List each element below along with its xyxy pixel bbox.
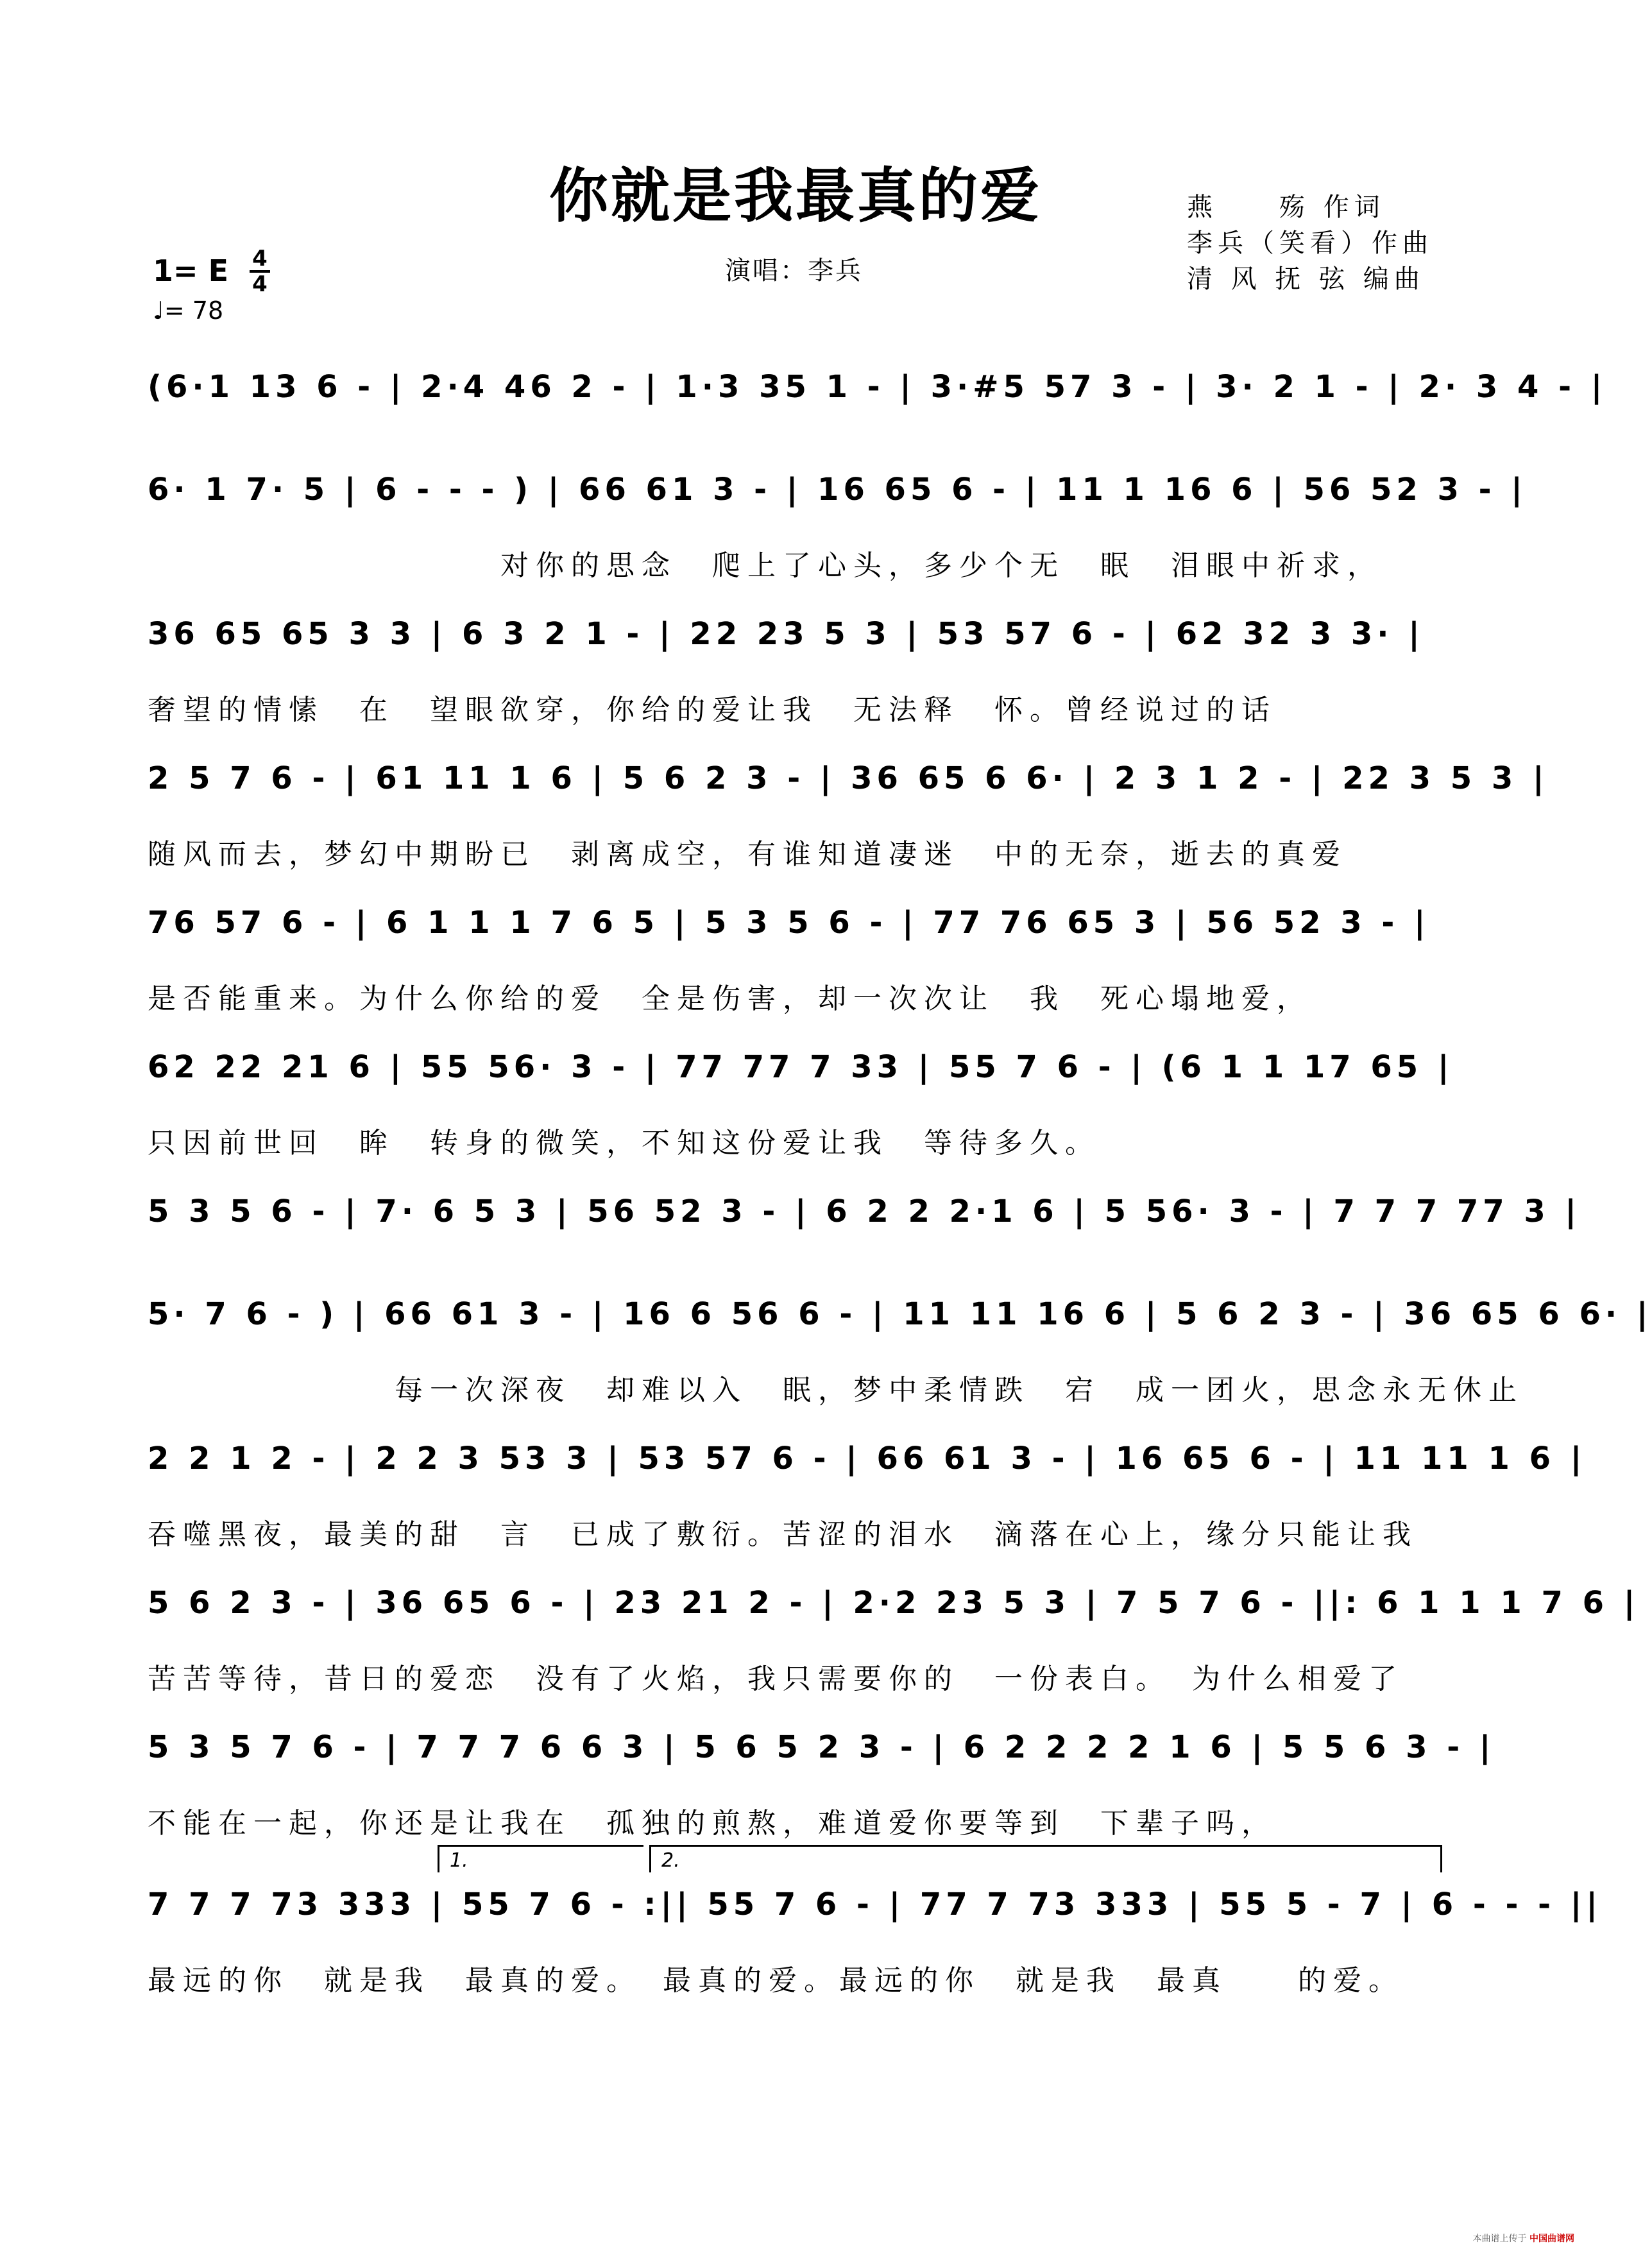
time-signature xyxy=(247,247,273,296)
notation-line: 62 22 21 6 | 55 56· 3 - | 77 77 7 33 | 55 7 6 - | (6 1 1 17 65 | xyxy=(148,1049,1454,1085)
key-signature: 1= E xyxy=(153,253,228,288)
lyrics-line: 最远的你 就是我 最真的爱。 最真的爱。最远的你 就是我 最真 的爱。 xyxy=(148,1964,1404,1997)
score-system-9 xyxy=(148,1441,1587,1551)
notation-line: 6· 1 7· 5 | 6 - - - ) | 66 61 3 - | 16 65 6 - | 11 1 16 6 | 56 52 3 - | xyxy=(148,472,1527,508)
score-system-5 xyxy=(148,905,1456,1014)
watermark-brand: 中国曲谱网 xyxy=(1529,2234,1574,2244)
tempo-marking: ♩= 78 xyxy=(153,296,224,325)
score-system-10 xyxy=(148,1585,1640,1695)
watermark-text: 本曲谱上传于 xyxy=(1472,2234,1527,2244)
lyrics-line: 每一次深夜 却难以入 眠，梦中柔情跌 宕 成一团火，思念永无休止 xyxy=(148,1374,1524,1407)
score-system-2 xyxy=(148,472,1527,582)
lyrics-line: 苦苦等待，昔日的爱恋 没有了火焰，我只需要你的 一份表白。 为什么相爱了 xyxy=(148,1663,1404,1695)
lyrics-line: 对你的思念 爬上了心头，多少个无 眠 泪眼中祈求， xyxy=(148,549,1383,582)
score-system-11 xyxy=(148,1729,1495,1840)
lyrics-line: 吞噬黑夜，最美的甜 言 已成了敷衍。苦涩的泪水 滴落在心上，缘分只能让我 xyxy=(148,1518,1418,1551)
notation-line: 2 2 1 2 - | 2 2 3 53 3 | 53 57 6 - | 66 61 3 - | 16 65 6 - | 11 11 1 6 | xyxy=(148,1441,1587,1476)
score-system-7 xyxy=(148,1194,1581,1303)
watermark xyxy=(1473,2232,1574,2245)
score-system-6 xyxy=(148,1049,1456,1158)
first-ending-label: 1. xyxy=(450,1849,468,1872)
composer-credit: 李兵（笑看）作曲 xyxy=(1187,228,1433,258)
notation-line: 7 7 7 73 333 | 55 7 6 - :|| 55 7 6 - | 77 7 73 333 | 55 5 - 7 | 6 - - - || xyxy=(148,1887,1602,1922)
notation-line: 5 3 5 7 6 - | 7 7 7 6 6 3 | 5 6 5 2 3 - | 6 2 2 2 2 1 6 | 5 5 6 3 - | xyxy=(148,1729,1495,1765)
lyrics-line: 不能在一起，你还是让我在 孤独的煎熬，难道爱你要等到 下辈子吗， xyxy=(148,1807,1277,1840)
score-system-3 xyxy=(148,616,1456,725)
notation-line: 2 5 7 6 - | 61 11 1 6 | 5 6 2 3 - | 36 65 6 6· | 2 3 1 2 - | 22 3 5 3 | xyxy=(148,760,1549,796)
lyrics-line: 奢望的情愫 在 望眼欲穿，你给的爱让我 无法释 怀。曾经说过的话 xyxy=(148,694,1277,726)
notation-line: 5 6 2 3 - | 36 65 6 - | 23 21 2 - | 2·2 23 5 3 | 7 5 7 6 - ||: 6 1 1 1 7 6 | xyxy=(148,1585,1640,1621)
score-system-12 xyxy=(148,1887,1602,1997)
lyrics-line: 随风而去，梦幻中期盼已 剥离成空，有谁知道凄迷 中的无奈，逝去的真爱 xyxy=(148,838,1347,871)
score-system-8 xyxy=(148,1296,1652,1407)
second-ending-bracket xyxy=(649,1845,1442,1872)
notation-line: 5· 7 6 - ) | 66 61 3 - | 16 6 56 6 - | 11 11 16 6 | 5 6 2 3 - | 36 65 6 6· | xyxy=(148,1296,1652,1332)
credits xyxy=(1187,189,1433,297)
first-ending-bracket xyxy=(438,1845,643,1872)
score-system-4 xyxy=(148,760,1549,871)
arranger-credit: 清 风 抚 弦 编曲 xyxy=(1187,264,1425,294)
page-title: 你就是我最真的爱 xyxy=(549,161,1042,230)
singer-credit: 演唱：李兵 xyxy=(725,256,863,286)
lyrics-line: 是否能重来。为什么你给的爱 全是伤害，却一次次让 我 死心塌地爱， xyxy=(148,982,1312,1015)
time-signature-bottom: 4 xyxy=(252,271,268,297)
second-ending-label: 2. xyxy=(661,1849,680,1872)
time-signature-top: 4 xyxy=(252,246,268,271)
lyricist-credit: 燕 殇 作词 xyxy=(1187,193,1385,222)
notation-line: 5 3 5 6 - | 7· 6 5 3 | 56 52 3 - | 6 2 2 2·1 6 | 5 56· 3 - | 7 7 7 77 3 | xyxy=(148,1194,1581,1229)
notation-line: 76 57 6 - | 6 1 1 1 7 6 5 | 5 3 5 6 - | 77 76 65 3 | 56 52 3 - | xyxy=(148,905,1430,941)
lyrics-line: 只因前世回 眸 转身的微笑，不知这份爱让我 等待多久。 xyxy=(148,1127,1100,1160)
notation-line: (6·1 13 6 - | 2·4 46 2 - | 1·3 35 1 - | 3·#5 57 3 - | 3· 2 1 - | 2· 3 4 - | xyxy=(148,369,1607,405)
notation-line: 36 65 65 3 3 | 6 3 2 1 - | 22 23 5 3 | 53 57 6 - | 62 32 3 3· | xyxy=(148,616,1424,652)
score-system-1 xyxy=(148,369,1607,478)
